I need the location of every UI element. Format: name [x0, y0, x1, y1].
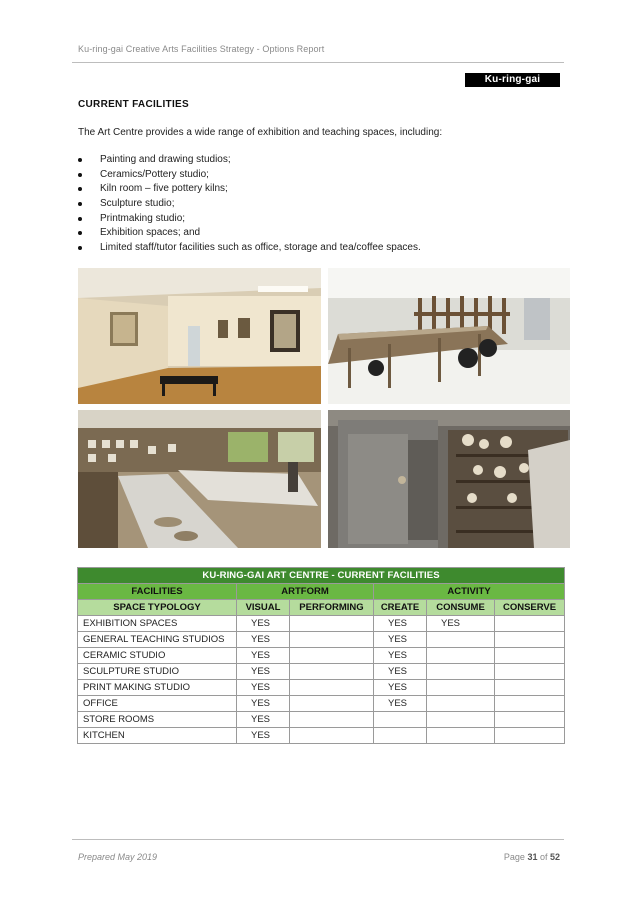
gallery-photo: [78, 268, 321, 404]
section-heading: CURRENT FACILITIES: [78, 99, 189, 110]
table-cell: YES: [427, 616, 495, 632]
table-cell: YES: [374, 632, 427, 648]
bullet-text: Ceramics/Pottery studio;: [100, 168, 209, 180]
table-cell: YES: [237, 632, 290, 648]
column-header: SPACE TYPOLOGY: [78, 600, 237, 616]
kiln-room-photo: [328, 410, 570, 548]
bullet-text: Limited staff/tutor facilities such as office, storage and tea/coffee spaces.: [100, 242, 421, 254]
table-cell: YES: [237, 664, 290, 680]
intro-paragraph: The Art Centre provides a wide range of exhibition and teaching spaces, including:: [78, 127, 443, 138]
table-cell: YES: [374, 664, 427, 680]
table-cell: YES: [374, 696, 427, 712]
table-cell: YES: [237, 680, 290, 696]
table-row: [78, 664, 565, 680]
bullet-dot-icon: [78, 231, 82, 235]
table-cell: YES: [237, 712, 290, 728]
table-cell: [290, 616, 374, 632]
header-divider: [72, 62, 564, 63]
bullet-dot-icon: [78, 246, 82, 250]
table-cell: [427, 648, 495, 664]
table-row: [78, 696, 565, 712]
table-cell: [290, 664, 374, 680]
table-cell: [290, 728, 374, 744]
bullet-item: [78, 168, 558, 183]
facilities-bullet-list: [78, 153, 558, 256]
table-cell: [427, 664, 495, 680]
table-cell: [495, 616, 565, 632]
table-row: [78, 712, 565, 728]
table-row: [78, 648, 565, 664]
bullet-text: Sculpture studio;: [100, 198, 175, 210]
column-header: CREATE: [374, 600, 427, 616]
bullet-text: Printmaking studio;: [100, 212, 186, 224]
table-cell: [495, 632, 565, 648]
table-cell: YES: [374, 648, 427, 664]
table-title: KU-RING-GAI ART CENTRE - CURRENT FACILITIES: [78, 568, 565, 584]
table-cell: [427, 712, 495, 728]
bullet-dot-icon: [78, 158, 82, 162]
bullet-item: [78, 197, 558, 212]
table-row: [78, 616, 565, 632]
table-cell: [290, 696, 374, 712]
table-row: [78, 632, 565, 648]
page-prefix: Page: [503, 852, 528, 862]
bullet-text: Painting and drawing studios;: [100, 154, 231, 165]
ceramics-studio-photo: [78, 410, 321, 548]
column-header: VISUAL: [237, 600, 290, 616]
bullet-dot-icon: [78, 187, 82, 191]
table-row: [78, 728, 565, 744]
painting-studio-photo: [328, 268, 570, 404]
table-cell: YES: [237, 728, 290, 744]
table-cell: CERAMIC STUDIO: [78, 648, 237, 664]
table-cell: YES: [374, 616, 427, 632]
bullet-item: [78, 182, 558, 197]
table-cell: [374, 728, 427, 744]
bullet-text: Exhibition spaces; and: [100, 227, 201, 239]
table-cell: [374, 712, 427, 728]
page-number: [504, 852, 560, 862]
table-cell: [427, 696, 495, 712]
table-cell: [427, 632, 495, 648]
table-cell: [495, 680, 565, 696]
column-header: CONSUME: [427, 600, 495, 616]
table-cell: [495, 648, 565, 664]
bullet-item: [78, 241, 558, 256]
current-facilities-table: [77, 567, 565, 744]
table-cell: KITCHEN: [78, 728, 237, 744]
running-title: Ku-ring-gai Creative Arts Facilities Strategy - Options Report: [78, 44, 325, 54]
table-cell: PRINT MAKING STUDIO: [78, 680, 237, 696]
table-cell: YES: [237, 696, 290, 712]
table-cell: [495, 712, 565, 728]
table-cell: [495, 664, 565, 680]
page-total: 52: [549, 852, 560, 862]
table-cell: [290, 648, 374, 664]
column-header: CONSERVE: [495, 600, 565, 616]
table-cell: [495, 728, 565, 744]
group-header-activity: ACTIVITY: [374, 584, 565, 600]
table-cell: [495, 696, 565, 712]
table-cell: GENERAL TEACHING STUDIOS: [78, 632, 237, 648]
bullet-dot-icon: [78, 217, 82, 221]
table-cell: YES: [237, 648, 290, 664]
page-of: of: [537, 852, 550, 862]
prepared-date: Prepared May 2019: [78, 852, 158, 862]
column-header: PERFORMING: [290, 600, 374, 616]
bullet-item: [78, 153, 558, 168]
table-cell: YES: [237, 616, 290, 632]
bullet-dot-icon: [78, 202, 82, 206]
page-current: 31: [527, 852, 538, 862]
table-cell: [427, 680, 495, 696]
footer-divider: [72, 839, 564, 840]
table-cell: YES: [374, 680, 427, 696]
table-cell: OFFICE: [78, 696, 237, 712]
group-header-facilities: FACILITIES: [78, 584, 237, 600]
bullet-item: [78, 212, 558, 227]
table-row: [78, 680, 565, 696]
table-cell: [427, 728, 495, 744]
table-cell: STORE ROOMS: [78, 712, 237, 728]
bullet-dot-icon: [78, 173, 82, 177]
bullet-text: Kiln room – five pottery kilns;: [100, 183, 228, 195]
table-cell: SCULPTURE STUDIO: [78, 664, 237, 680]
council-logo: Ku-ring-gai Council: [465, 73, 560, 87]
group-header-artform: ARTFORM: [237, 584, 374, 600]
bullet-item: [78, 226, 558, 241]
table-cell: [290, 632, 374, 648]
table-cell: EXHIBITION SPACES: [78, 616, 237, 632]
table-cell: [290, 680, 374, 696]
table-cell: [290, 712, 374, 728]
